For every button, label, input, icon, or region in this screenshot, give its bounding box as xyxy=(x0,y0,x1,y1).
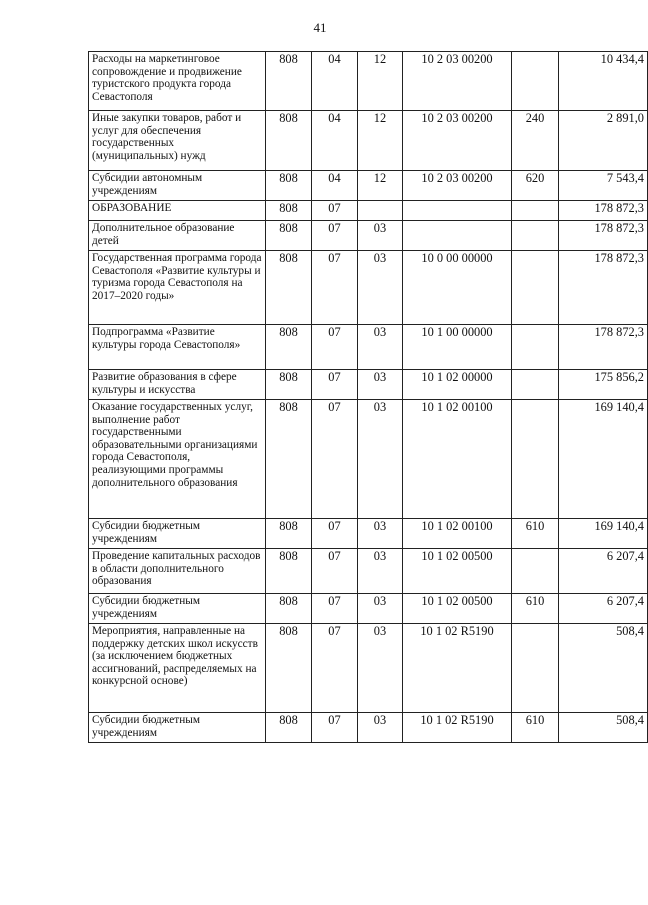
item-name-cell: Иные закупки товаров, работ и услуг для обеспечения государственных (муниципальных) нужд xyxy=(89,111,266,171)
amount-cell: 178 872,3 xyxy=(559,201,648,221)
department-code-cell: 808 xyxy=(266,251,312,325)
section-code-cell: 07 xyxy=(312,594,358,624)
subsection-code-cell: 03 xyxy=(358,549,403,594)
amount-cell: 175 856,2 xyxy=(559,370,648,400)
amount-cell: 7 543,4 xyxy=(559,171,648,201)
department-code-cell: 808 xyxy=(266,370,312,400)
expense-type-cell xyxy=(512,201,559,221)
item-name-cell: ОБРАЗОВАНИЕ xyxy=(89,201,266,221)
item-name-cell: Субсидии бюджетным учреждениям xyxy=(89,713,266,743)
department-code-cell: 808 xyxy=(266,221,312,251)
expense-type-cell xyxy=(512,221,559,251)
table-row xyxy=(89,594,648,624)
section-code-cell: 04 xyxy=(312,171,358,201)
target-article-cell: 10 2 03 00200 xyxy=(403,171,512,201)
table-row xyxy=(89,519,648,549)
amount-cell: 178 872,3 xyxy=(559,325,648,370)
table-row xyxy=(89,549,648,594)
target-article-cell: 10 1 02 00500 xyxy=(403,594,512,624)
department-code-cell: 808 xyxy=(266,624,312,713)
expense-type-cell xyxy=(512,325,559,370)
section-code-cell: 07 xyxy=(312,519,358,549)
department-code-cell: 808 xyxy=(266,325,312,370)
section-code-cell: 07 xyxy=(312,251,358,325)
department-code-cell: 808 xyxy=(266,201,312,221)
section-code-cell: 07 xyxy=(312,549,358,594)
department-code-cell: 808 xyxy=(266,549,312,594)
target-article-cell: 10 1 02 00100 xyxy=(403,519,512,549)
subsection-code-cell: 03 xyxy=(358,594,403,624)
subsection-code-cell: 03 xyxy=(358,624,403,713)
subsection-code-cell: 03 xyxy=(358,325,403,370)
section-code-cell: 07 xyxy=(312,201,358,221)
subsection-code-cell xyxy=(358,201,403,221)
expense-type-cell xyxy=(512,52,559,111)
section-code-cell: 07 xyxy=(312,624,358,713)
table-row xyxy=(89,111,648,171)
expense-type-cell: 620 xyxy=(512,171,559,201)
department-code-cell: 808 xyxy=(266,594,312,624)
item-name-cell: Государственная программа города Севастополя «Развитие культуры и туризма города Севастополя на 2017–2020 годы» xyxy=(89,251,266,325)
table-row xyxy=(89,201,648,221)
subsection-code-cell: 03 xyxy=(358,713,403,743)
amount-cell: 178 872,3 xyxy=(559,221,648,251)
table-row xyxy=(89,52,648,111)
department-code-cell: 808 xyxy=(266,713,312,743)
expense-type-cell: 610 xyxy=(512,594,559,624)
item-name-cell: Расходы на маркетинговое сопровождение и продвижение туристского продукта города Севастополя xyxy=(89,52,266,111)
item-name-cell: Оказание государственных услуг, выполнение работ государственными образовательными организациями города Севастополя, реализующими программы дополнительного образования xyxy=(89,400,266,519)
item-name-cell: Развитие образования в сфере культуры и искусства xyxy=(89,370,266,400)
amount-cell: 169 140,4 xyxy=(559,400,648,519)
page-number: 41 xyxy=(313,20,327,35)
item-name-cell: Мероприятия, направленные на поддержку детских школ искусств (за исключением бюджетных ассигнований, распределяемых на конкурсной основе) xyxy=(89,624,266,713)
item-name-cell: Подпрограмма «Развитие культуры города Севастополя» xyxy=(89,325,266,370)
target-article-cell xyxy=(403,201,512,221)
expense-type-cell xyxy=(512,251,559,325)
expense-type-cell: 240 xyxy=(512,111,559,171)
expense-type-cell xyxy=(512,370,559,400)
target-article-cell: 10 1 02 00500 xyxy=(403,549,512,594)
amount-cell: 178 872,3 xyxy=(559,251,648,325)
amount-cell: 169 140,4 xyxy=(559,519,648,549)
target-article-cell: 10 1 02 00000 xyxy=(403,370,512,400)
expense-type-cell xyxy=(512,400,559,519)
amount-cell: 508,4 xyxy=(559,624,648,713)
target-article-cell: 10 0 00 00000 xyxy=(403,251,512,325)
table-row xyxy=(89,713,648,743)
expense-type-cell xyxy=(512,624,559,713)
department-code-cell: 808 xyxy=(266,171,312,201)
amount-cell: 6 207,4 xyxy=(559,549,648,594)
section-code-cell: 07 xyxy=(312,713,358,743)
section-code-cell: 07 xyxy=(312,370,358,400)
subsection-code-cell: 03 xyxy=(358,370,403,400)
section-code-cell: 07 xyxy=(312,325,358,370)
target-article-cell: 10 2 03 00200 xyxy=(403,111,512,171)
budget-table xyxy=(88,51,648,743)
budget-table-body xyxy=(89,52,648,743)
section-code-cell: 07 xyxy=(312,221,358,251)
amount-cell: 2 891,0 xyxy=(559,111,648,171)
item-name-cell: Дополнительное образование детей xyxy=(89,221,266,251)
table-row xyxy=(89,400,648,519)
subsection-code-cell: 12 xyxy=(358,111,403,171)
section-code-cell: 04 xyxy=(312,111,358,171)
target-article-cell: 10 1 02 00100 xyxy=(403,400,512,519)
amount-cell: 508,4 xyxy=(559,713,648,743)
target-article-cell: 10 1 02 R5190 xyxy=(403,713,512,743)
expense-type-cell xyxy=(512,549,559,594)
table-row xyxy=(89,171,648,201)
target-article-cell: 10 1 02 R5190 xyxy=(403,624,512,713)
expense-type-cell: 610 xyxy=(512,519,559,549)
amount-cell: 10 434,4 xyxy=(559,52,648,111)
section-code-cell: 04 xyxy=(312,52,358,111)
section-code-cell: 07 xyxy=(312,400,358,519)
item-name-cell: Субсидии автономным учреждениям xyxy=(89,171,266,201)
subsection-code-cell: 12 xyxy=(358,52,403,111)
expense-type-cell: 610 xyxy=(512,713,559,743)
table-row xyxy=(89,221,648,251)
amount-cell: 6 207,4 xyxy=(559,594,648,624)
target-article-cell: 10 2 03 00200 xyxy=(403,52,512,111)
subsection-code-cell: 03 xyxy=(358,221,403,251)
subsection-code-cell: 12 xyxy=(358,171,403,201)
target-article-cell: 10 1 00 00000 xyxy=(403,325,512,370)
item-name-cell: Субсидии бюджетным учреждениям xyxy=(89,519,266,549)
item-name-cell: Проведение капитальных расходов в области дополнительного образования xyxy=(89,549,266,594)
subsection-code-cell: 03 xyxy=(358,519,403,549)
department-code-cell: 808 xyxy=(266,400,312,519)
department-code-cell: 808 xyxy=(266,52,312,111)
table-row xyxy=(89,370,648,400)
subsection-code-cell: 03 xyxy=(358,251,403,325)
table-row xyxy=(89,624,648,713)
department-code-cell: 808 xyxy=(266,519,312,549)
subsection-code-cell: 03 xyxy=(358,400,403,519)
item-name-cell: Субсидии бюджетным учреждениям xyxy=(89,594,266,624)
target-article-cell xyxy=(403,221,512,251)
table-row xyxy=(89,325,648,370)
table-row xyxy=(89,251,648,325)
department-code-cell: 808 xyxy=(266,111,312,171)
